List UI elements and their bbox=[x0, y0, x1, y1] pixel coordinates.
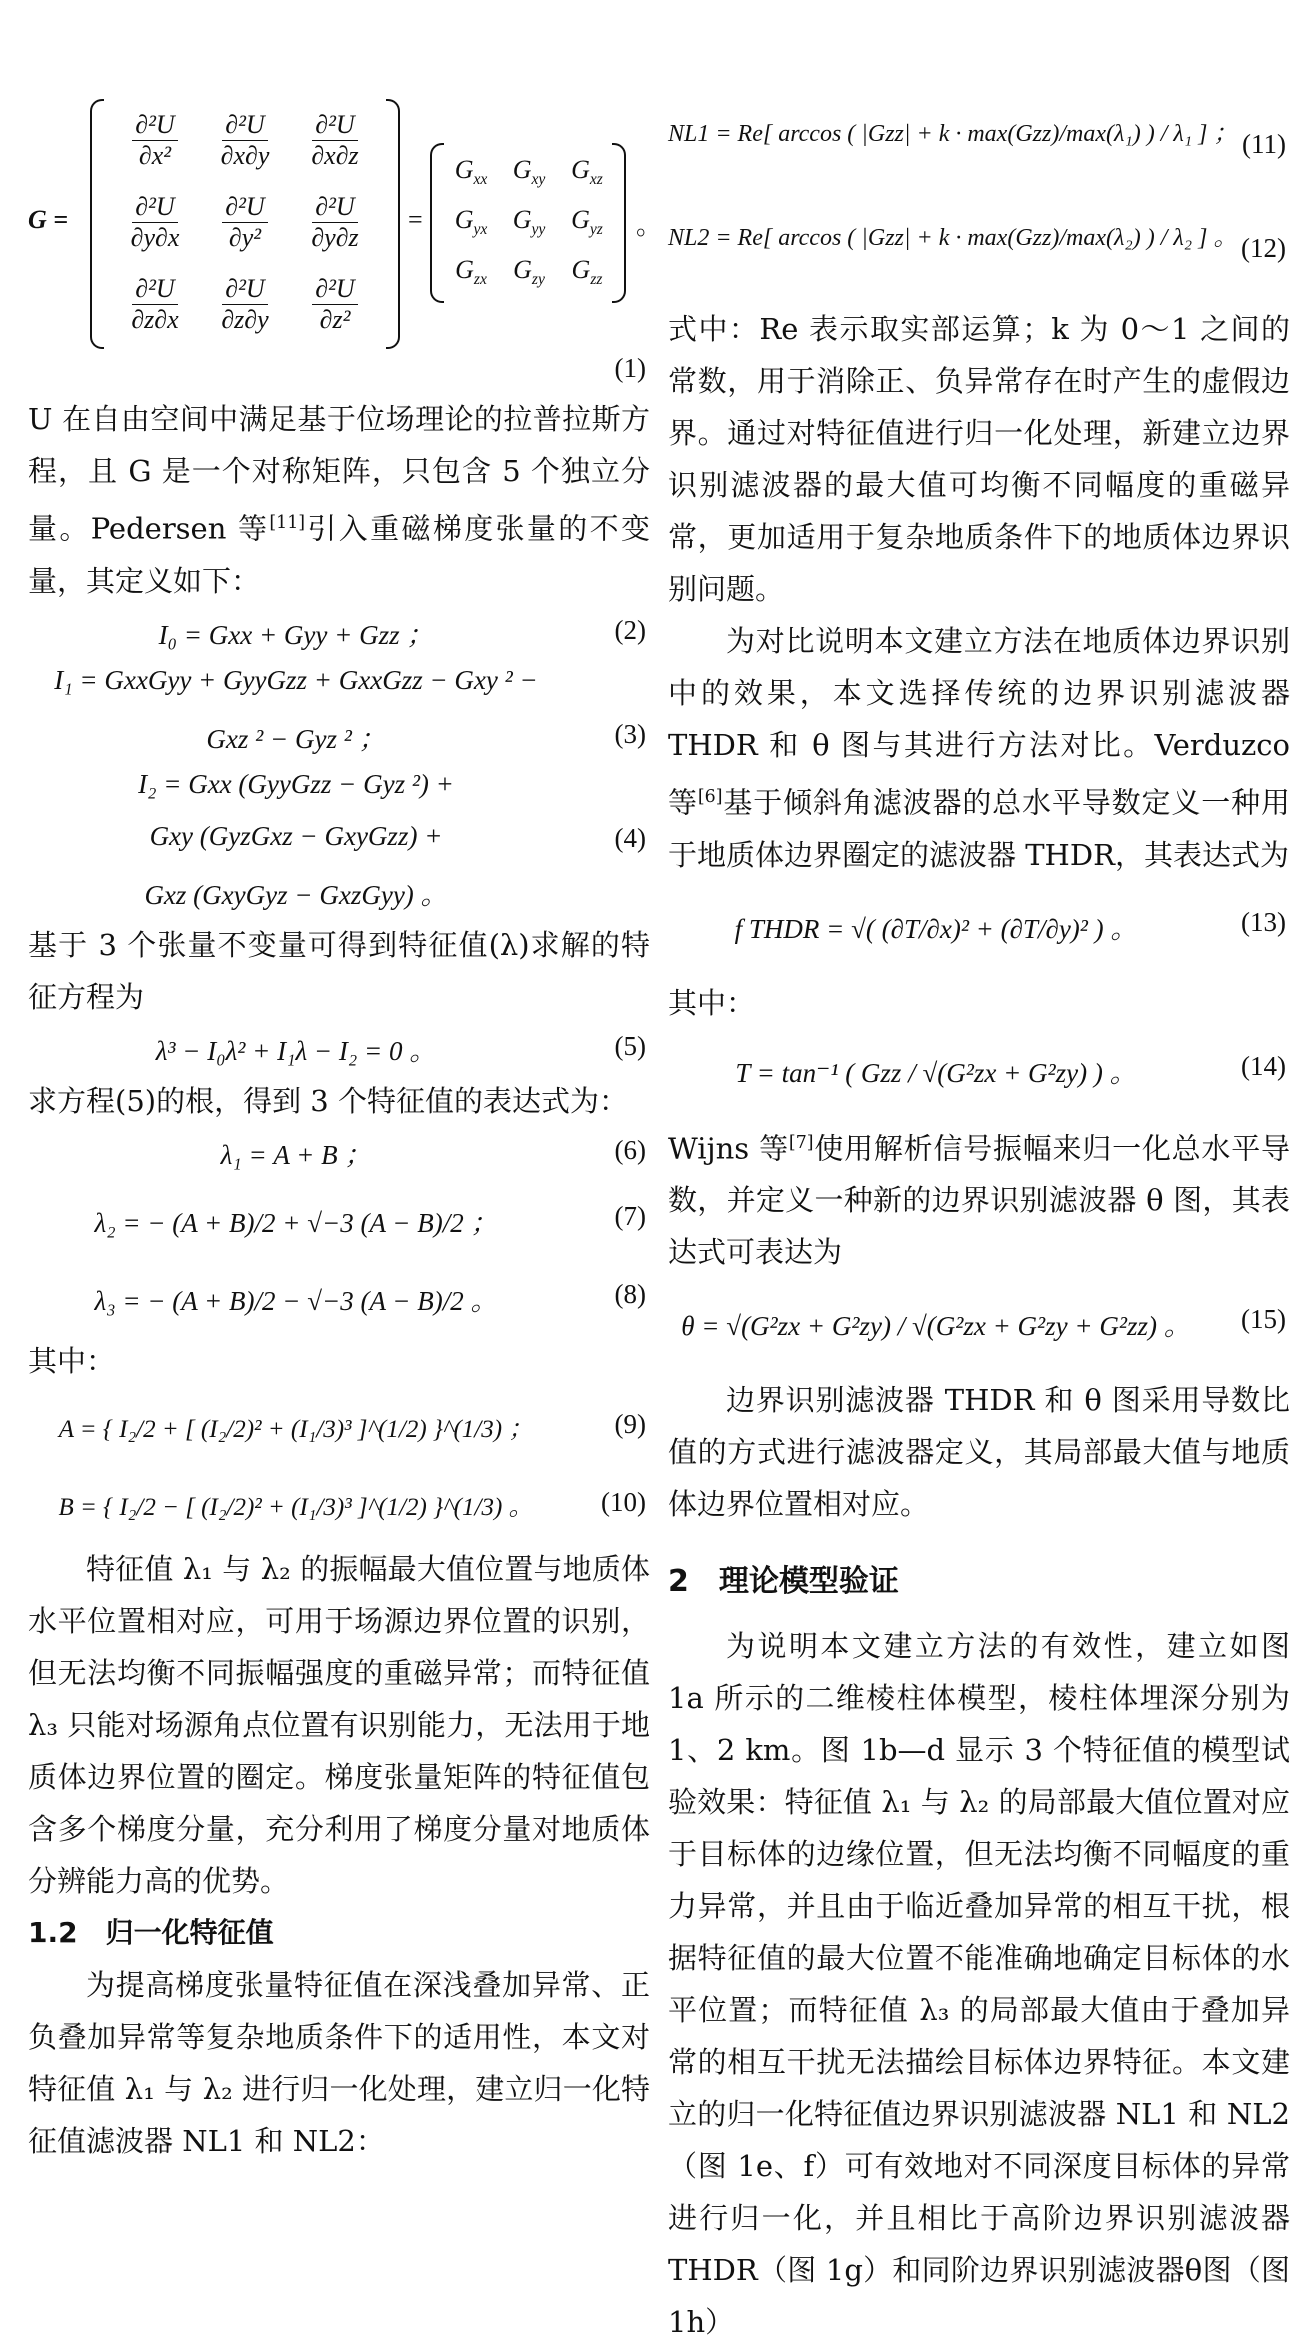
section-heading-1-2: 1.2 归一化特征值 bbox=[28, 1915, 274, 1949]
paragraph: 为对比说明本文建立方法在地质体边界识别中的效果，本文选择传统的边界识别滤波器 THDR 和 θ 图与其进行方法对比。Verduzco 等[6]基于倾斜角滤波器的总水平导数定义一种用于地质体边界圈定的滤波器 THDR，其表达式为 bbox=[668, 624, 1290, 872]
equation-11: NL1 = Re[ arccos ( |Gzz| + k · max(Gzz)/max(λ₁) ) / λ₁ ] ； (11) bbox=[668, 121, 1286, 159]
matrix-component: $G_{zz}$ bbox=[571, 254, 603, 289]
eq1-lhs: G = bbox=[28, 205, 69, 234]
equation-4b: Gxy (GyzGxz − GxyGzz) + (4) bbox=[149, 820, 646, 853]
partial-entry: $\frac{\text{∂²U}}{\partial x\partial z}$ bbox=[311, 109, 359, 170]
paragraph: 基于 3 个张量不变量可得到特征值(λ)求解的特征方程为 bbox=[28, 927, 650, 1014]
matrix-component: $G_{yy}$ bbox=[512, 204, 546, 239]
equation-1-matrix: G = $\frac{\text{∂²U}}{\text{∂x²}}$ $\frac{\text{∂²U}}{\partial x\partial y}$ $\frac{\text{∂²U}}{\partial x\partial z}$ $\frac{\text{∂²U}}{\partial y\partial x}$ $\frac{\text{∂²U}}{\text{∂y²}}$ $\frac{\text{∂²U}}{\partial y\partial z}$ $\frac{\text{∂²U}}{\partial z\partial x}$ $\frac{\text{∂²U}}{\partial z\partial y}$ $\frac{\text{∂²U}}{\text{∂z²}}$ = $G_{xx}$ $G_{xy}$ $G_{xz}$ $G_{yx}$ $G_{yy}$ $G_{yz}$ $G_{zx}$ $G_{zy}$ $G_{zz}$ 。 bbox=[28, 95, 650, 353]
partial-entry: $\frac{\text{∂²U}}{\partial z\partial x}$ bbox=[131, 273, 179, 334]
matrix-component: $G_{yz}$ bbox=[571, 204, 603, 239]
matrix-component: $G_{xz}$ bbox=[571, 154, 603, 189]
partial-entry: $\frac{\text{∂²U}}{\text{∂x²}}$ bbox=[132, 110, 177, 171]
equation-10: B = { I₂/2 − [ (I₂/2)² + (I₁/3)³ ]^(1/2) }^(1/3) 。 (10) bbox=[58, 1486, 646, 1521]
equation-15: θ = √(G²zx + G²zy) / √(G²zx + G²zy + G²zz) 。 (15) bbox=[681, 1304, 1286, 1342]
paragraph: 式中：Re 表示取实部运算；k 为 0～1 之间的常数，用于消除正、负异常存在时产生的虚假边界。通过对特征值进行归一化处理，新建立边界识别滤波器的最大值可均衡不同幅度的重磁异常，更加适用于复杂地质条件下的地质体边界识别问题。 bbox=[668, 312, 1290, 606]
partial-entry: $\frac{\text{∂²U}}{\partial y\partial x}$ bbox=[130, 191, 180, 252]
matrix-component: $G_{yx}$ bbox=[454, 204, 488, 239]
paragraph: 其中： bbox=[668, 985, 756, 1020]
equation-2: I₀ = Gxx + Gyy + Gzz ； (2) bbox=[158, 614, 646, 650]
equation-12: NL2 = Re[ arccos ( |Gzz| + k · max(Gzz)/max(λ₂) ) / λ₂ ] 。 (12) bbox=[668, 225, 1286, 263]
eq1-number-row: (1) bbox=[614, 353, 646, 383]
component-matrix bbox=[430, 143, 626, 303]
paragraph: 求方程(5)的根，得到 3 个特征值的表达式为： bbox=[28, 1083, 628, 1118]
equation-7: λ₂ = − (A + B)/2 + √−3 (A − B)/2 ； (7) bbox=[94, 1200, 646, 1238]
matrix-component: $G_{zx}$ bbox=[455, 254, 487, 289]
paragraph: 为说明本文建立方法的有效性，建立如图 1a 所示的二维棱柱体模型，棱柱体埋深分别为 1、2 km。图 1b—d 显示 3 个特征值的模型试验效果：特征值 λ₁ 与 λ₂ 的局部最大值位置对应于目标体的边缘位置，但无法均衡不同幅度的重力异常，并且由于临近叠加异常的相互干扰，根据特征值的最大位置不能准确地确定目标体的水平位置；而特征值 λ₃ 的局部最大值由于叠加异常的相互干扰无法描绘目标体边界特征。本文建立的归一化特征值边界识别滤波器 NL1 和 NL2（图 1e、f）可有效地对不同深度目标体的异常进行归一化，并且相比于高阶边界识别滤波器 THDR（图 1g）和同阶边界识别滤波器θ图（图 1h） bbox=[668, 1629, 1290, 2340]
matrix-component: $G_{xx}$ bbox=[454, 154, 488, 189]
matrix-component: $G_{xy}$ bbox=[512, 154, 546, 189]
partial-entry: $\frac{\text{∂²U}}{\text{∂z²}}$ bbox=[312, 274, 357, 335]
equation-3b: Gxz ² − Gyz ² ； (3) bbox=[206, 718, 646, 754]
paragraph: 边界识别滤波器 THDR 和 θ 图采用导数比值的方式进行滤波器定义，其局部最大值与地质体边界位置相对应。 bbox=[668, 1383, 1290, 1522]
equation-9: A = { I₂/2 + [ (I₂/2)² + (I₁/3)³ ]^(1/2) }^(1/3) ； (9) bbox=[58, 1408, 646, 1443]
partial-entry: $\frac{\text{∂²U}}{\partial z\partial y}$ bbox=[221, 273, 269, 334]
equation-3a: I₁ = GxxGyy + GyyGzz + GxxGzz − Gxy ² − bbox=[54, 664, 538, 695]
equation-14: T = tan⁻¹ ( Gzz / √(G²zx + G²zy) ) 。 (14) bbox=[735, 1050, 1286, 1088]
partial-entry: $\frac{\text{∂²U}}{\partial x\partial y}$ bbox=[220, 109, 270, 170]
partial-derivative-matrix bbox=[90, 95, 400, 353]
paragraph: U 在自由空间中满足基于位场理论的拉普拉斯方程，且 G 是一个对称矩阵，只包含 5 个独立分量。Pedersen 等[11]引入重磁梯度张量的不变量，其定义如下： bbox=[28, 402, 650, 598]
right-column bbox=[668, 95, 1290, 2348]
matrix-component: $G_{zy}$ bbox=[513, 254, 545, 289]
paragraph: Wijns 等[7]使用解析信号振幅来归一化总水平导数，并定义一种新的边界识别滤波器 θ 图，其表达式可表达为 bbox=[668, 1131, 1290, 1270]
equation-4a: I₂ = Gxx (GyyGzz − Gyz ²) + bbox=[138, 768, 454, 799]
paragraph: 特征值 λ₁ 与 λ₂ 的振幅最大值位置与地质体水平位置相对应，可用于场源边界位置的识别，但无法均衡不同振幅强度的重磁异常；而特征值 λ₃ 只能对场源角点位置有识别能力，无法用于地质体边界位置的圈定。梯度张量矩阵的特征值包含多个梯度分量，充分利用了梯度分量对地质体分辨能力高的优势。 bbox=[28, 1551, 650, 1898]
paragraph: 为提高梯度张量特征值在深浅叠加异常、正负叠加异常等复杂地质条件下的适用性，本文对特征值 λ₁ 与 λ₂ 进行归一化处理，建立归一化特征值滤波器 NL1 和 NL2： bbox=[28, 1967, 650, 2158]
equation-6: λ₁ = A + B ； (6) bbox=[220, 1134, 646, 1170]
equation-13: f THDR = √( (∂T/∂x)² + (∂T/∂y)² ) 。 (13) bbox=[734, 906, 1286, 944]
equation-5: λ³ − I₀λ² + I₁λ − I₂ = 0 。 (5) bbox=[155, 1030, 646, 1066]
paragraph: 其中： bbox=[28, 1343, 116, 1378]
equation-4c: Gxz (GxyGyz − GxzGyy) 。 bbox=[144, 879, 448, 910]
equation-8: λ₃ = − (A + B)/2 − √−3 (A − B)/2 。 (8) bbox=[94, 1278, 646, 1316]
partial-entry: $\frac{\text{∂²U}}{\text{∂y²}}$ bbox=[222, 192, 267, 253]
left-column bbox=[28, 95, 663, 2167]
partial-entry: $\frac{\text{∂²U}}{\partial y\partial z}$ bbox=[311, 191, 359, 252]
section-heading-2: 2 理论模型验证 bbox=[668, 1564, 899, 1600]
